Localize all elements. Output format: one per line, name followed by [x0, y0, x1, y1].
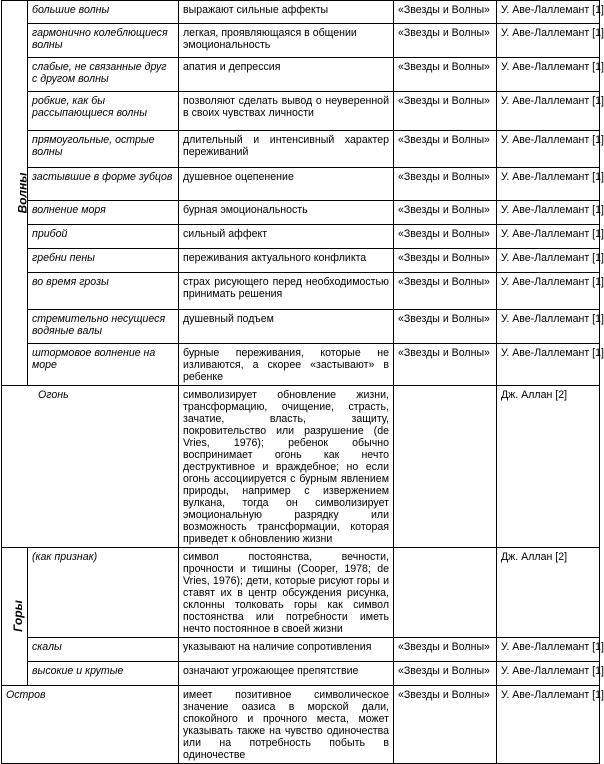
term-cell: прямоугольные, острые волны	[28, 131, 179, 168]
term-cell-fire: Огонь	[2, 386, 179, 548]
author-cell: У. Аве-Лаллемант [1]	[497, 168, 600, 201]
meaning-cell: символ постоянства, вечности, прочности и тишины (Cooper, 1978; de Vries, 1976); дети, которые рисуют горы и ставят их в центр обсуждения рисунка, склонны толковать горы как символ постоянства или потребности иметь нечто постоянное в своей жизни	[179, 548, 394, 638]
meaning-cell: означают угрожающее препятствие	[179, 662, 394, 686]
table-row	[2, 58, 600, 92]
term-cell: волнение моря	[28, 201, 179, 225]
section-label-text: Горы	[10, 600, 25, 632]
term-cell-island: Остров	[2, 686, 179, 764]
table-row	[2, 131, 600, 168]
table-row	[2, 24, 600, 58]
author-cell: У. Аве-Лаллемант [1]	[497, 58, 600, 92]
term-cell: застывшие в форме зубцов	[28, 168, 179, 201]
source-cell: «Звезды и Волны»	[394, 201, 497, 225]
table-row	[2, 686, 600, 764]
section-label-text: Волны	[15, 172, 30, 213]
meaning-cell: апатия и депрессия	[179, 58, 394, 92]
meaning-cell: бурные переживания, которые не изливаются, а скорее «застывают» в ребенке	[179, 344, 394, 386]
source-cell: «Звезды и Волны»	[394, 273, 497, 310]
table-row	[2, 92, 600, 131]
source-cell	[394, 548, 497, 638]
term-cell: гармонично колеблющиеся волны	[28, 24, 179, 58]
term-cell: высокие и крутые	[28, 662, 179, 686]
author-cell: У. Аве-Лаллемант [1]	[497, 638, 600, 662]
term-cell: скалы	[28, 638, 179, 662]
source-cell: «Звезды и Волны»	[394, 638, 497, 662]
table-row	[2, 249, 600, 273]
term-cell: прибой	[28, 225, 179, 249]
meaning-cell: имеет позитивное символическое значение оазиса в морской дали, спокойного и прочного места, может указывать также на чувство одиночества или на потребность побыть в одиночестве	[179, 686, 394, 764]
symbols-table	[1, 0, 604, 764]
meaning-cell: длительный и интенсивный характер переживаний	[179, 131, 394, 168]
table-row	[2, 168, 600, 201]
meaning-cell: выражают сильные аффекты	[179, 1, 394, 24]
author-cell: У. Аве-Лаллемант [1]	[497, 92, 600, 131]
source-cell: «Звезды и Волны»	[394, 686, 497, 764]
meaning-cell: позволяют сделать вывод о неуверенной в своих чувствах личности	[179, 92, 394, 131]
table-row	[2, 273, 600, 310]
section-label-mountains	[2, 548, 28, 686]
table-row	[2, 386, 600, 548]
author-cell: У. Аве-Лаллемант [1]	[497, 24, 600, 58]
author-cell: У. Аве-Лаллемант [1]	[497, 686, 600, 764]
author-cell: У. Аве-Лаллемант [1]	[497, 249, 600, 273]
table-row	[2, 1, 600, 24]
author-cell: У. Аве-Лаллемант [1]	[497, 273, 600, 310]
term-cell: (как признак)	[28, 548, 179, 638]
term-cell: стремительно несущиеся водяные валы	[28, 310, 179, 344]
source-cell: «Звезды и Волны»	[394, 58, 497, 92]
table-row	[2, 638, 600, 662]
section-label-waves	[2, 1, 28, 386]
meaning-cell: легкая, проявляющаяся в общении эмоциональность	[179, 24, 394, 58]
table-row	[2, 225, 600, 249]
author-cell: У. Аве-Лаллемант [1]	[497, 131, 600, 168]
source-cell: «Звезды и Волны»	[394, 24, 497, 58]
author-cell: У. Аве-Лаллемант [1]	[497, 1, 600, 24]
meaning-cell: душевный подъем	[179, 310, 394, 344]
author-cell: У. Аве-Лаллемант [1]	[497, 225, 600, 249]
author-cell: У. Аве-Лаллемант [1]	[497, 344, 600, 386]
source-cell: «Звезды и Волны»	[394, 662, 497, 686]
meaning-cell: душевное оцепенение	[179, 168, 394, 201]
meaning-cell: сильный аффект	[179, 225, 394, 249]
source-cell: «Звезды и Волны»	[394, 225, 497, 249]
source-cell: «Звезды и Волны»	[394, 1, 497, 24]
author-cell: Дж. Аллан [2]	[497, 548, 600, 638]
source-cell: «Звезды и Волны»	[394, 168, 497, 201]
source-cell: «Звезды и Волны»	[394, 249, 497, 273]
meaning-cell: бурная эмоциональность	[179, 201, 394, 225]
table-row	[2, 662, 600, 686]
meaning-cell: переживания актуального конфликта	[179, 249, 394, 273]
source-cell: «Звезды и Волны»	[394, 310, 497, 344]
term-cell: слабые, не связанные друг с другом волны	[28, 58, 179, 92]
source-cell: «Звезды и Волны»	[394, 131, 497, 168]
source-cell: «Звезды и Волны»	[394, 92, 497, 131]
term-cell: гребни пены	[28, 249, 179, 273]
term-cell: робкие, как бы рассыпающиеся волны	[28, 92, 179, 131]
author-cell: Дж. Аллан [2]	[497, 386, 600, 548]
meaning-cell: указывают на наличие сопротивления	[179, 638, 394, 662]
term-cell: большие волны	[28, 1, 179, 24]
author-cell: У. Аве-Лаллемант [1]	[497, 201, 600, 225]
table-row	[2, 344, 600, 386]
author-cell: У. Аве-Лаллемант [1]	[497, 310, 600, 344]
table-row	[2, 201, 600, 225]
term-cell: штормовое волнение на море	[28, 344, 179, 386]
source-cell	[394, 386, 497, 548]
meaning-cell: символизирует обновление жизни, трансформацию, очищение, страсть, зачатие, власть, защиту, покровительство или разрушение (de Vries, 1976); ребенок обычно воспринимает огонь как нечто деструктивное и враждебное; но если огонь ассоциируется с бурным явлением природы, например с извержением вулкана, тогда он символизирует эмоциональную разрядку или возможность трансформации, которая приведет к обновлению жизни	[179, 386, 394, 548]
table-row	[2, 548, 600, 638]
author-cell: У. Аве-Лаллемант [1]	[497, 662, 600, 686]
term-cell: во время грозы	[28, 273, 179, 310]
source-cell: «Звезды и Волны»	[394, 344, 497, 386]
meaning-cell: страх рисующего перед необходимостью принимать решения	[179, 273, 394, 310]
table-row	[2, 310, 600, 344]
